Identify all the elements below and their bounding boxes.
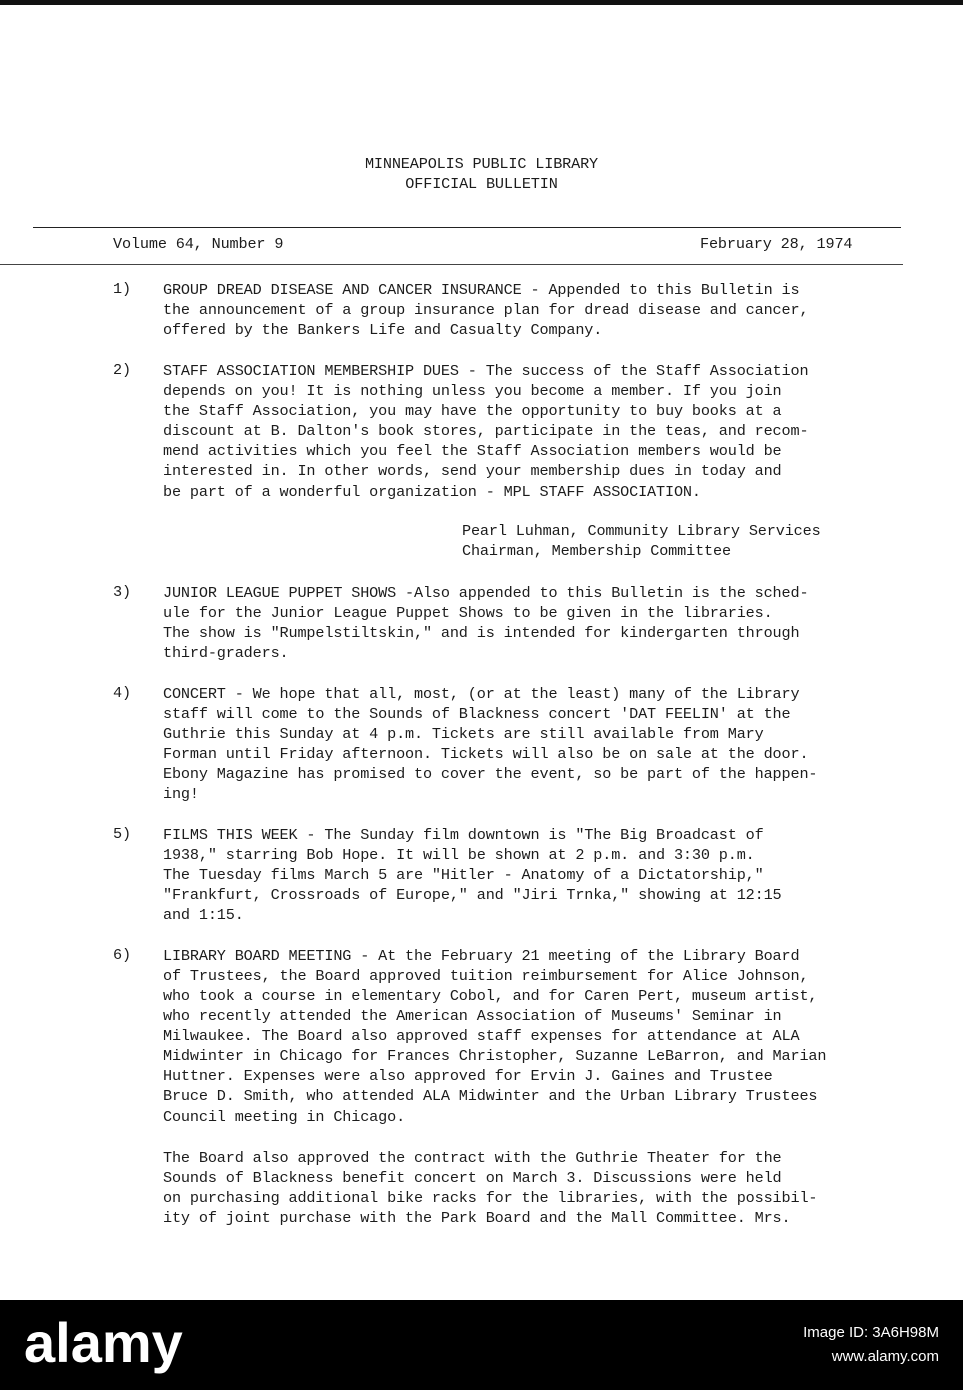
bulletin-title: OFFICIAL BULLETIN bbox=[405, 175, 558, 193]
item-number: 4) bbox=[113, 684, 131, 702]
watermark-footer bbox=[0, 1300, 963, 1390]
item-line: The Tuesday films March 5 are "Hitler - Anatomy of a Dictatorship," bbox=[163, 866, 764, 884]
item-line: interested in. In other words, send your membership dues in today and bbox=[163, 462, 782, 480]
volume-number: Volume 64, Number 9 bbox=[113, 235, 284, 253]
item-line: Bruce D. Smith, who attended ALA Midwinter and the Urban Library Trustees bbox=[163, 1087, 818, 1105]
item-line: on purchasing additional bike racks for the libraries, with the possibil- bbox=[163, 1189, 818, 1207]
signature-title: Chairman, Membership Committee bbox=[462, 542, 731, 560]
item-line: who took a course in elementary Cobol, and for Caren Pert, museum artist, bbox=[163, 987, 818, 1005]
item-line: mend activities which you feel the Staff Association members would be bbox=[163, 442, 782, 460]
item-number: 6) bbox=[113, 946, 131, 964]
item-line: LIBRARY BOARD MEETING - At the February 21 meeting of the Library Board bbox=[163, 947, 800, 965]
item-line: Guthrie this Sunday at 4 p.m. Tickets are still available from Mary bbox=[163, 725, 764, 743]
item-line: The Board also approved the contract with the Guthrie Theater for the bbox=[163, 1149, 782, 1167]
item-line: ity of joint purchase with the Park Board and the Mall Committee. Mrs. bbox=[163, 1209, 791, 1227]
item-line: ule for the Junior League Puppet Shows to be given in the libraries. bbox=[163, 604, 773, 622]
item-line: 1938," starring Bob Hope. It will be shown at 2 p.m. and 3:30 p.m. bbox=[163, 846, 755, 864]
item-line: Council meeting in Chicago. bbox=[163, 1108, 406, 1126]
item-line: GROUP DREAD DISEASE AND CANCER INSURANCE - Appended to this Bulletin is bbox=[163, 281, 800, 299]
alamy-logo bbox=[24, 1310, 234, 1380]
image-id: Image ID: 3A6H98M bbox=[803, 1324, 939, 1341]
issue-date: February 28, 1974 bbox=[700, 235, 853, 253]
item-line: FILMS THIS WEEK - The Sunday film downtown is "The Big Broadcast of bbox=[163, 826, 764, 844]
item-line: offered by the Bankers Life and Casualty Company. bbox=[163, 321, 603, 339]
item-line: depends on you! It is nothing unless you become a member. If you join bbox=[163, 382, 782, 400]
item-line: and 1:15. bbox=[163, 906, 244, 924]
item-line: who recently attended the American Association of Museums' Seminar in bbox=[163, 1007, 782, 1025]
item-line: Huttner. Expenses were also approved for Ervin J. Gaines and Trustee bbox=[163, 1067, 773, 1085]
item-line: Forman until Friday afternoon. Tickets will also be on sale at the door. bbox=[163, 745, 809, 763]
item-line: ing! bbox=[163, 785, 199, 803]
org-title: MINNEAPOLIS PUBLIC LIBRARY bbox=[364, 155, 599, 173]
item-line: JUNIOR LEAGUE PUPPET SHOWS -Also appended to this Bulletin is the sched- bbox=[163, 584, 809, 602]
item-line: Milwaukee. The Board also approved staff expenses for attendance at ALA bbox=[163, 1027, 800, 1045]
bulletin-page bbox=[0, 5, 963, 1300]
item-line: staff will come to the Sounds of Blackness concert 'DAT FEELIN' at the bbox=[163, 705, 791, 723]
item-number: 5) bbox=[113, 825, 131, 843]
item-line: be part of a wonderful organization - MPL STAFF ASSOCIATION. bbox=[163, 483, 701, 501]
item-line: the announcement of a group insurance plan for dread disease and cancer, bbox=[163, 301, 809, 319]
header-rule-bottom bbox=[0, 264, 903, 265]
item-line: Midwinter in Chicago for Frances Christopher, Suzanne LeBarron, and Marian bbox=[163, 1047, 827, 1065]
footer-url: www.alamy.com bbox=[831, 1348, 939, 1365]
item-line: Ebony Magazine has promised to cover the event, so be part of the happen- bbox=[163, 765, 818, 783]
header-rule-top bbox=[33, 227, 901, 228]
item-number: 3) bbox=[113, 583, 131, 601]
item-line: of Trustees, the Board approved tuition reimbursement for Alice Johnson, bbox=[163, 967, 809, 985]
signature-name: Pearl Luhman, Community Library Services bbox=[462, 522, 821, 540]
item-line: the Staff Association, you may have the opportunity to buy books at a bbox=[163, 402, 782, 420]
item-line: CONCERT - We hope that all, most, (or at the least) many of the Library bbox=[163, 685, 800, 703]
item-line: STAFF ASSOCIATION MEMBERSHIP DUES - The success of the Staff Association bbox=[163, 362, 809, 380]
item-line: Sounds of Blackness benefit concert on March 3. Discussions were held bbox=[163, 1169, 782, 1187]
item-line: discount at B. Dalton's book stores, participate in the teas, and recom- bbox=[163, 422, 809, 440]
item-line: The show is "Rumpelstiltskin," and is intended for kindergarten through bbox=[163, 624, 800, 642]
item-line: "Frankfurt, Crossroads of Europe," and "Jiri Trnka," showing at 12:15 bbox=[163, 886, 782, 904]
item-number: 1) bbox=[113, 280, 131, 298]
alamy-logo-text: alamy bbox=[24, 1311, 183, 1374]
item-number: 2) bbox=[113, 361, 131, 379]
item-line: third-graders. bbox=[163, 644, 289, 662]
